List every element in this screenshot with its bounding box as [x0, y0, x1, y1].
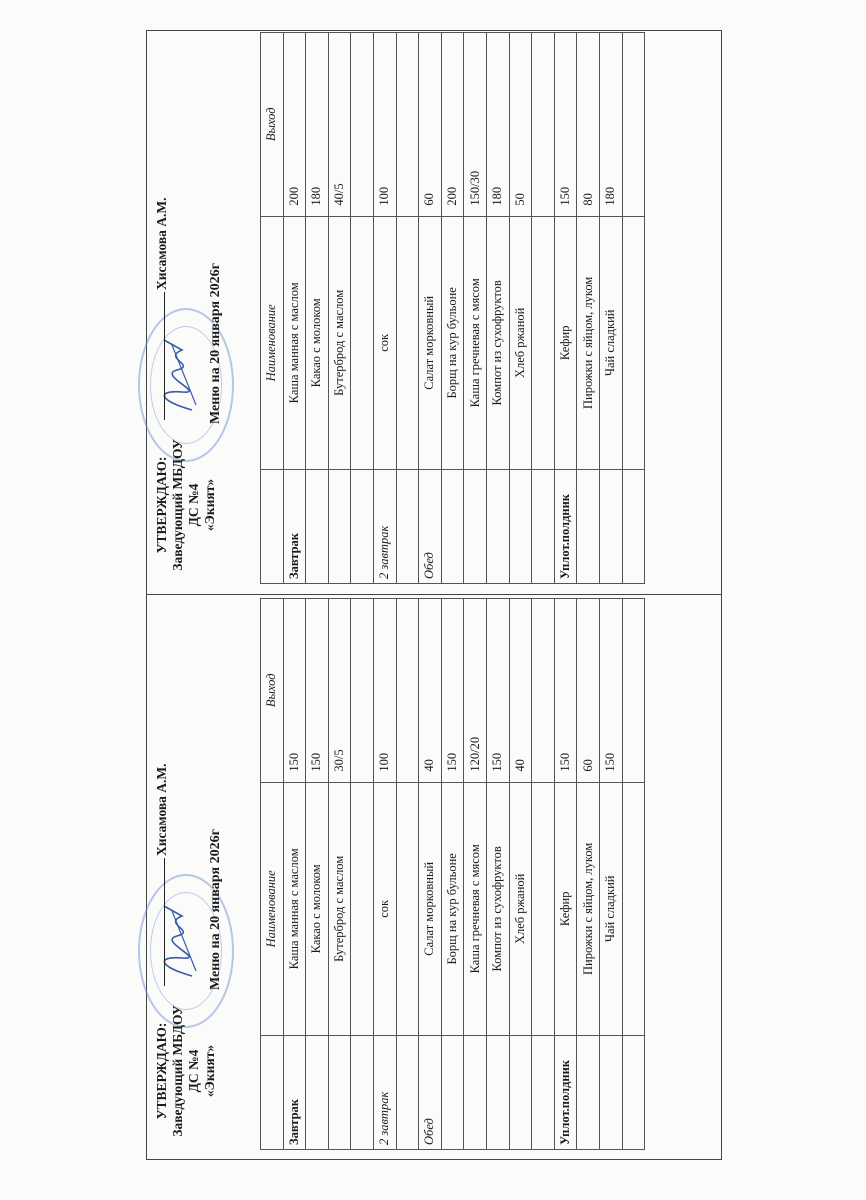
yield-cell: 150: [554, 33, 577, 217]
meal-cell: 2 завтрак: [373, 1036, 396, 1150]
menu-table-row: [441, 33, 464, 584]
menu-table-row: [306, 599, 329, 1150]
approve-label: УТВЕРЖДАЮ:: [154, 456, 169, 554]
column-header-name: Наименование: [261, 782, 284, 1035]
menu-table: [260, 598, 645, 1150]
dish-name-cell: Салат морковный: [419, 216, 442, 469]
yield-cell: 180: [486, 33, 509, 217]
signature-icon: [152, 330, 202, 420]
meal-cell: [306, 470, 329, 584]
approve-label: УТВЕРЖДАЮ:: [154, 1022, 169, 1120]
yield-cell: [396, 599, 419, 783]
column-header-yield: Выход: [261, 599, 284, 783]
dish-name-cell: Хлеб ржаной: [509, 782, 532, 1035]
column-header-meal: [261, 470, 284, 584]
menu-table-row: [419, 599, 442, 1150]
yield-cell: 120/20: [464, 599, 487, 783]
panel-divider: [146, 594, 722, 595]
yield-cell: 30/5: [328, 599, 351, 783]
yield-cell: 150: [486, 599, 509, 783]
menu-table-row: [554, 33, 577, 584]
meal-cell: [396, 470, 419, 584]
meal-cell: [509, 1036, 532, 1150]
menu-header: [150, 598, 254, 1158]
meal-cell: Завтрак: [283, 1036, 306, 1150]
dish-name-cell: Каша манная с маслом: [283, 782, 306, 1035]
dish-name-cell: Какао с молоком: [306, 782, 329, 1035]
menu-table-row: [306, 33, 329, 584]
menu-table-row: [554, 599, 577, 1150]
menu-table-row: [509, 33, 532, 584]
meal-cell: [351, 1036, 374, 1150]
dish-name-cell: сок: [373, 216, 396, 469]
meal-cell: [509, 470, 532, 584]
approval-block: [154, 430, 218, 580]
signature-icon: [152, 896, 202, 986]
meal-cell: [599, 1036, 622, 1150]
menu-table-row: [328, 599, 351, 1150]
signature-line: [164, 858, 165, 986]
director-name: Хисамова А.М.: [154, 763, 169, 856]
meal-cell: Уплот.полдник: [554, 1036, 577, 1150]
dish-name-cell: [351, 782, 374, 1035]
meal-cell: Обед: [419, 470, 442, 584]
dish-name-cell: Какао с молоком: [306, 216, 329, 469]
dish-name-cell: Пирожки с яйцом, луком: [577, 782, 600, 1035]
yield-cell: 60: [577, 599, 600, 783]
meal-cell: [328, 470, 351, 584]
menu-table-row: [486, 33, 509, 584]
yield-cell: [532, 33, 555, 217]
approval-block: [154, 996, 218, 1146]
dish-name-cell: [622, 216, 645, 469]
meal-cell: [532, 470, 555, 584]
menu-table-row: [622, 599, 645, 1150]
menu-table-row: [351, 599, 374, 1150]
yield-cell: 40: [419, 599, 442, 783]
dish-name-cell: [351, 216, 374, 469]
meal-cell: [622, 1036, 645, 1150]
meal-cell: 2 завтрак: [373, 470, 396, 584]
meal-cell: [396, 1036, 419, 1150]
menu-table-row: [373, 33, 396, 584]
column-header-meal: [261, 1036, 284, 1150]
yield-cell: 150: [441, 599, 464, 783]
yield-cell: 100: [373, 33, 396, 217]
meal-cell: [441, 1036, 464, 1150]
yield-cell: 180: [599, 33, 622, 217]
dish-name-cell: Пирожки с яйцом, луком: [577, 216, 600, 469]
meal-cell: Завтрак: [283, 470, 306, 584]
dish-name-cell: [622, 782, 645, 1035]
menu-table-header-row: [261, 599, 284, 1150]
dish-name-cell: Бутерброд с маслом: [328, 782, 351, 1035]
meal-cell: [464, 1036, 487, 1150]
menu-table-row: [396, 33, 419, 584]
menu-table-row: [441, 599, 464, 1150]
yield-cell: 200: [441, 33, 464, 217]
meal-cell: [577, 1036, 600, 1150]
dish-name-cell: Кефир: [554, 216, 577, 469]
menu-table-header-row: [261, 33, 284, 584]
menu-table-row: [532, 599, 555, 1150]
dish-name-cell: Компот из сухофруктов: [486, 782, 509, 1035]
yield-cell: [396, 33, 419, 217]
kindergarten-name: «Экият»: [202, 1044, 217, 1098]
menu-table-row: [599, 33, 622, 584]
yield-cell: 40: [509, 599, 532, 783]
menu-date: Меню на 20 января 2026г: [208, 829, 223, 990]
menu-table-row: [373, 599, 396, 1150]
menu-table-row: [486, 599, 509, 1150]
menu-table-row: [396, 599, 419, 1150]
menu-table-row: [599, 599, 622, 1150]
yield-cell: 200: [283, 33, 306, 217]
yield-cell: 80: [577, 33, 600, 217]
yield-cell: [532, 599, 555, 783]
yield-cell: 150: [599, 599, 622, 783]
menu-header: [150, 32, 254, 592]
menu-table-row: [532, 33, 555, 584]
menu-table-row: [577, 33, 600, 584]
dish-name-cell: Компот из сухофруктов: [486, 216, 509, 469]
yield-cell: 180: [306, 33, 329, 217]
yield-cell: 150: [283, 599, 306, 783]
dish-name-cell: Каша гречневая с мясом: [464, 216, 487, 469]
meal-cell: [486, 470, 509, 584]
dish-name-cell: [396, 216, 419, 469]
meal-cell: [622, 470, 645, 584]
menu-table-row: [351, 33, 374, 584]
dish-name-cell: Салат морковный: [419, 782, 442, 1035]
dish-name-cell: Каша гречневая с мясом: [464, 782, 487, 1035]
menu-panel-kindergarten: [150, 32, 710, 592]
meal-cell: [532, 1036, 555, 1150]
yield-cell: [351, 599, 374, 783]
dish-name-cell: Хлеб ржаной: [509, 216, 532, 469]
yield-cell: [622, 599, 645, 783]
dish-name-cell: Борщ на кур бульоне: [441, 782, 464, 1035]
dish-name-cell: [396, 782, 419, 1035]
meal-cell: [599, 470, 622, 584]
yield-cell: 50: [509, 33, 532, 217]
yield-cell: 40/5: [328, 33, 351, 217]
yield-cell: 150/30: [464, 33, 487, 217]
menu-table-row: [328, 33, 351, 584]
dish-name-cell: Чай сладкий: [599, 782, 622, 1035]
meal-cell: [328, 1036, 351, 1150]
menu-table-row: [464, 599, 487, 1150]
meal-cell: Обед: [419, 1036, 442, 1150]
meal-cell: [464, 470, 487, 584]
menu-table-row: [283, 33, 306, 584]
menu-date: Меню на 20 января 2026г: [208, 263, 223, 424]
dish-name-cell: [532, 216, 555, 469]
dish-name-cell: сок: [373, 782, 396, 1035]
menu-table-row: [283, 599, 306, 1150]
dish-name-cell: [532, 782, 555, 1035]
meal-cell: [351, 470, 374, 584]
dish-name-cell: Каша манная с маслом: [283, 216, 306, 469]
column-header-yield: Выход: [261, 33, 284, 217]
dish-name-cell: Бутерброд с маслом: [328, 216, 351, 469]
menu-table-row: [419, 33, 442, 584]
meal-cell: [577, 470, 600, 584]
meal-cell: [486, 1036, 509, 1150]
menu-panel-nursery: [150, 598, 710, 1158]
meal-cell: [306, 1036, 329, 1150]
meal-cell: Уплот.полдник: [554, 470, 577, 584]
director-position: Заведующий МБДОУ ДС №4: [170, 439, 201, 571]
kindergarten-name: «Экият»: [202, 478, 217, 532]
director-position: Заведующий МБДОУ ДС №4: [170, 1005, 201, 1137]
director-name: Хисамова А.М.: [154, 197, 169, 290]
dish-name-cell: Борщ на кур бульоне: [441, 216, 464, 469]
menu-table-row: [464, 33, 487, 584]
yield-cell: 150: [554, 599, 577, 783]
signature-line: [164, 292, 165, 420]
dish-name-cell: Чай сладкий: [599, 216, 622, 469]
yield-cell: 150: [306, 599, 329, 783]
menu-table-row: [577, 599, 600, 1150]
meal-cell: [441, 470, 464, 584]
menu-table-row: [509, 599, 532, 1150]
yield-cell: 60: [419, 33, 442, 217]
yield-cell: [351, 33, 374, 217]
menu-table: [260, 32, 645, 584]
menu-table-row: [622, 33, 645, 584]
yield-cell: 100: [373, 599, 396, 783]
column-header-name: Наименование: [261, 216, 284, 469]
yield-cell: [622, 33, 645, 217]
dish-name-cell: Кефир: [554, 782, 577, 1035]
